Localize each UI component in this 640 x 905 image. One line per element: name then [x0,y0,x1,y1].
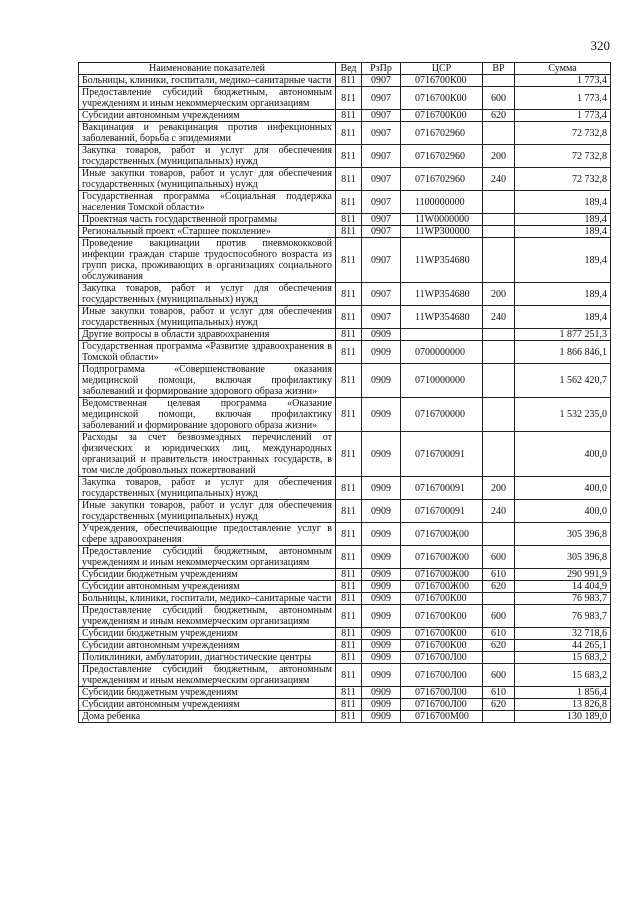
cell-sum: 76 983,7 [515,593,611,605]
cell-ved: 811 [336,605,362,628]
cell-sum: 189,4 [515,226,611,238]
cell-vr: 240 [483,168,515,191]
cell-csr: 0716700Л00 [401,652,483,664]
cell-vr: 620 [483,640,515,652]
cell-sum: 400,0 [515,500,611,523]
cell-rzpr: 0909 [362,569,401,581]
cell-rzpr: 0907 [362,226,401,238]
cell-vr [483,226,515,238]
cell-rzpr: 0909 [362,329,401,341]
cell-sum: 1 856,4 [515,687,611,699]
cell-rzpr: 0909 [362,699,401,711]
cell-rzpr: 0909 [362,652,401,664]
cell-rzpr: 0909 [362,664,401,687]
cell-sum: 189,4 [515,283,611,306]
cell-vr: 200 [483,283,515,306]
table-row [79,87,611,110]
cell-name: Субсидии бюджетным учреждениям [79,687,336,699]
cell-ved: 811 [336,523,362,546]
cell-sum: 72 732,8 [515,122,611,145]
cell-sum: 32 718,6 [515,628,611,640]
cell-ved: 811 [336,283,362,306]
cell-csr: 0716700К00 [401,110,483,122]
cell-vr [483,711,515,723]
cell-vr [483,652,515,664]
cell-ved: 811 [336,75,362,87]
cell-name: Иные закупки товаров, работ и услуг для обеспечения государственных (муниципальных) нужд [79,500,336,523]
cell-rzpr: 0909 [362,593,401,605]
header-ved: Вед [336,63,362,75]
cell-csr: 0716700К00 [401,605,483,628]
cell-rzpr: 0907 [362,168,401,191]
cell-rzpr: 0909 [362,605,401,628]
cell-vr: 600 [483,546,515,569]
header-rzpr: РзПр [362,63,401,75]
cell-name: Субсидии бюджетным учреждениям [79,628,336,640]
cell-vr [483,214,515,226]
table-row [79,605,611,628]
header-csr: ЦСР [401,63,483,75]
cell-csr: 11WP354680 [401,238,483,283]
cell-vr: 200 [483,477,515,500]
cell-ved: 811 [336,122,362,145]
cell-csr: 0716700К00 [401,628,483,640]
cell-name: Иные закупки товаров, работ и услуг для обеспечения государственных (муниципальных) нужд [79,306,336,329]
cell-sum: 400,0 [515,432,611,477]
table-row [79,110,611,122]
cell-ved: 811 [336,569,362,581]
cell-vr: 610 [483,687,515,699]
cell-csr: 0716700091 [401,500,483,523]
table-row [79,593,611,605]
cell-ved: 811 [336,546,362,569]
cell-vr [483,398,515,432]
cell-ved: 811 [336,341,362,364]
cell-name: Вакцинация и ревакцинация против инфекционных заболеваний, борьба с эпидемиями [79,122,336,145]
cell-csr [401,329,483,341]
cell-ved: 811 [336,145,362,168]
cell-rzpr: 0907 [362,191,401,214]
cell-ved: 811 [336,87,362,110]
table-row [79,226,611,238]
cell-vr [483,238,515,283]
cell-ved: 811 [336,699,362,711]
table-row [79,581,611,593]
cell-ved: 811 [336,593,362,605]
cell-vr: 600 [483,605,515,628]
cell-ved: 811 [336,652,362,664]
cell-sum: 1 773,4 [515,87,611,110]
cell-name: Другие вопросы в области здравоохранения [79,329,336,341]
table-row [79,432,611,477]
cell-vr: 610 [483,569,515,581]
header-vr: ВР [483,63,515,75]
cell-rzpr: 0909 [362,711,401,723]
cell-rzpr: 0909 [362,432,401,477]
cell-rzpr: 0907 [362,110,401,122]
cell-rzpr: 0907 [362,122,401,145]
table-row [79,306,611,329]
cell-rzpr: 0907 [362,238,401,283]
cell-rzpr: 0909 [362,500,401,523]
cell-sum: 130 189,0 [515,711,611,723]
cell-name: Проектная часть государственной программы [79,214,336,226]
cell-rzpr: 0907 [362,283,401,306]
cell-vr [483,364,515,398]
cell-ved: 811 [336,500,362,523]
cell-csr: 0716700Л00 [401,687,483,699]
cell-csr: 0716700Ж00 [401,569,483,581]
table-row [79,283,611,306]
cell-name: Проведение вакцинации против пневмококковой инфекции граждан старше трудоспособного возраста из групп риска, проживающих в организациях социального обслуживания [79,238,336,283]
cell-sum: 189,4 [515,238,611,283]
header-sum: Сумма [515,63,611,75]
cell-sum: 1 773,4 [515,110,611,122]
cell-sum: 189,4 [515,191,611,214]
table-row [79,238,611,283]
cell-name: Закупка товаров, работ и услуг для обеспечения государственных (муниципальных) нужд [79,145,336,168]
cell-vr [483,432,515,477]
cell-vr [483,329,515,341]
cell-csr: 0716700К00 [401,640,483,652]
cell-sum: 1 562 420,7 [515,364,611,398]
cell-csr: 11WP354680 [401,283,483,306]
cell-name: Подпрограмма «Совершенствование оказания медицинской помощи, включая профилактику заболеваний и формирование здорового образа жизни» [79,364,336,398]
cell-name: Предоставление субсидий бюджетным, автономным учреждениям и иным некоммерческим организациям [79,605,336,628]
cell-csr: 0716700Ж00 [401,581,483,593]
cell-rzpr: 0909 [362,628,401,640]
cell-vr [483,191,515,214]
cell-name: Субсидии автономным учреждениям [79,110,336,122]
cell-csr: 0716700Ж00 [401,546,483,569]
cell-vr [483,122,515,145]
table-row [79,652,611,664]
cell-name: Предоставление субсидий бюджетным, автономным учреждениям и иным некоммерческим организациям [79,546,336,569]
cell-ved: 811 [336,214,362,226]
cell-vr: 240 [483,306,515,329]
cell-csr: 0716700Л00 [401,664,483,687]
cell-rzpr: 0909 [362,546,401,569]
cell-sum: 15 683,2 [515,664,611,687]
table-row [79,477,611,500]
cell-vr: 200 [483,145,515,168]
cell-ved: 811 [336,687,362,699]
cell-csr: 0716700091 [401,477,483,500]
cell-vr: 240 [483,500,515,523]
table-row [79,664,611,687]
cell-sum: 1 773,4 [515,75,611,87]
cell-ved: 811 [336,306,362,329]
cell-csr: 0716702960 [401,122,483,145]
cell-ved: 811 [336,364,362,398]
cell-csr: 11WP354680 [401,306,483,329]
cell-name: Расходы за счет безвозмездных перечислений от физических и юридических лиц, международных организаций и правительств иностранных государств, в том числе добровольных пожертвований [79,432,336,477]
table-row [79,398,611,432]
cell-csr: 0716702960 [401,145,483,168]
cell-ved: 811 [336,664,362,687]
table-row [79,699,611,711]
cell-sum: 1 866 846,1 [515,341,611,364]
cell-vr: 620 [483,699,515,711]
cell-sum: 189,4 [515,306,611,329]
cell-csr: 0716700К00 [401,87,483,110]
table-row [79,569,611,581]
cell-rzpr: 0909 [362,341,401,364]
cell-rzpr: 0909 [362,581,401,593]
cell-sum: 305 396,8 [515,523,611,546]
cell-ved: 811 [336,432,362,477]
cell-sum: 44 265,1 [515,640,611,652]
cell-ved: 811 [336,191,362,214]
cell-csr: 11W0000000 [401,214,483,226]
cell-vr: 600 [483,664,515,687]
cell-ved: 811 [336,640,362,652]
cell-csr: 0716700091 [401,432,483,477]
cell-vr: 620 [483,581,515,593]
cell-ved: 811 [336,477,362,500]
cell-name: Государственная программа «Социальная поддержка населения Томской области» [79,191,336,214]
cell-name: Закупка товаров, работ и услуг для обеспечения государственных (муниципальных) нужд [79,283,336,306]
cell-csr: 0716700000 [401,398,483,432]
table-row [79,145,611,168]
cell-rzpr: 0907 [362,87,401,110]
cell-name: Субсидии бюджетным учреждениям [79,569,336,581]
cell-vr: 610 [483,628,515,640]
cell-name: Больницы, клиники, госпитали, медико–санитарные части [79,593,336,605]
table-row [79,168,611,191]
cell-sum: 14 404,9 [515,581,611,593]
table-row [79,75,611,87]
cell-vr [483,523,515,546]
table-row [79,640,611,652]
cell-vr: 620 [483,110,515,122]
cell-name: Субсидии автономным учреждениям [79,640,336,652]
cell-rzpr: 0907 [362,145,401,168]
cell-rzpr: 0909 [362,523,401,546]
cell-csr: 0716700К00 [401,593,483,605]
cell-vr: 600 [483,87,515,110]
cell-ved: 811 [336,226,362,238]
cell-vr [483,341,515,364]
cell-sum: 305 396,8 [515,546,611,569]
cell-sum: 290 991,9 [515,569,611,581]
cell-rzpr: 0907 [362,214,401,226]
table-header-row [79,63,611,75]
cell-name: Субсидии автономным учреждениям [79,581,336,593]
cell-name: Иные закупки товаров, работ и услуг для обеспечения государственных (муниципальных) нужд [79,168,336,191]
cell-sum: 189,4 [515,214,611,226]
cell-ved: 811 [336,711,362,723]
cell-sum: 15 683,2 [515,652,611,664]
cell-csr: 0716702960 [401,168,483,191]
cell-vr [483,75,515,87]
cell-ved: 811 [336,581,362,593]
table-row [79,364,611,398]
cell-rzpr: 0909 [362,640,401,652]
cell-name: Субсидии автономным учреждениям [79,699,336,711]
cell-sum: 72 732,8 [515,168,611,191]
cell-name: Учреждения, обеспечивающие предоставление услуг в сфере здравоохранения [79,523,336,546]
cell-ved: 811 [336,628,362,640]
table-row [79,214,611,226]
cell-rzpr: 0907 [362,75,401,87]
table-row [79,628,611,640]
cell-vr [483,593,515,605]
table-row [79,191,611,214]
cell-rzpr: 0909 [362,687,401,699]
cell-name: Ведомственная целевая программа «Оказание медицинской помощи, включая профилактику заболеваний и формирование здорового образа жизни» [79,398,336,432]
cell-csr: 1100000000 [401,191,483,214]
cell-sum: 400,0 [515,477,611,500]
cell-sum: 1 877 251,3 [515,329,611,341]
table-row [79,546,611,569]
cell-ved: 811 [336,329,362,341]
cell-sum: 1 532 235,0 [515,398,611,432]
cell-name: Дома ребенка [79,711,336,723]
table-row [79,711,611,723]
cell-ved: 811 [336,238,362,283]
cell-csr: 0716700М00 [401,711,483,723]
cell-ved: 811 [336,168,362,191]
cell-csr: 0710000000 [401,364,483,398]
table-row [79,329,611,341]
cell-name: Больницы, клиники, госпитали, медико–санитарные части [79,75,336,87]
cell-sum: 13 826,8 [515,699,611,711]
cell-name: Государственная программа «Развитие здравоохранения в Томской области» [79,341,336,364]
cell-name: Предоставление субсидий бюджетным, автономным учреждениям и иным некоммерческим организациям [79,87,336,110]
cell-rzpr: 0909 [362,398,401,432]
table-row [79,523,611,546]
cell-csr: 11WP300000 [401,226,483,238]
table-row [79,687,611,699]
header-name: Наименование показателей [79,63,336,75]
cell-csr: 0716700К00 [401,75,483,87]
cell-ved: 811 [336,398,362,432]
cell-name: Региональный проект «Старшее поколение» [79,226,336,238]
cell-csr: 0716700Л00 [401,699,483,711]
cell-rzpr: 0909 [362,477,401,500]
cell-ved: 811 [336,110,362,122]
page-number: 320 [590,38,610,53]
cell-csr: 0700000000 [401,341,483,364]
cell-name: Поликлиники, амбулатории, диагностические центры [79,652,336,664]
table-row [79,341,611,364]
table-row [79,500,611,523]
cell-csr: 0716700Ж00 [401,523,483,546]
cell-rzpr: 0907 [362,306,401,329]
cell-sum: 76 983,7 [515,605,611,628]
table-row [79,122,611,145]
cell-name: Предоставление субсидий бюджетным, автономным учреждениям и иным некоммерческим организациям [79,664,336,687]
budget-table [78,62,611,723]
cell-sum: 72 732,8 [515,145,611,168]
cell-name: Закупка товаров, работ и услуг для обеспечения государственных (муниципальных) нужд [79,477,336,500]
cell-rzpr: 0909 [362,364,401,398]
